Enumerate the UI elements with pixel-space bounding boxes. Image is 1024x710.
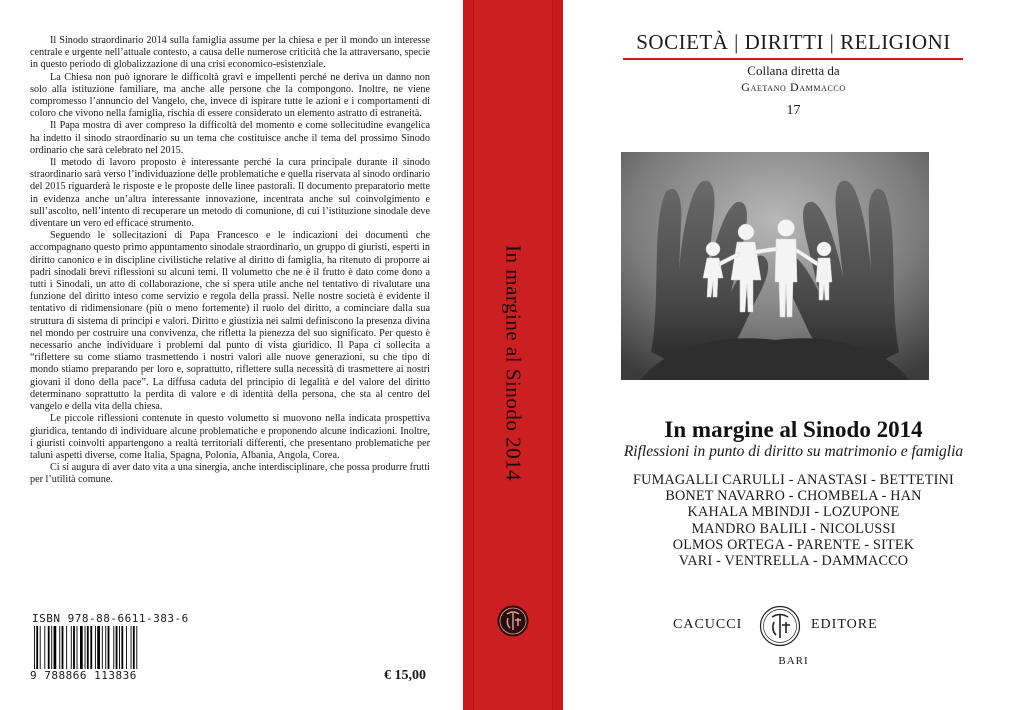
- cacucci-emblem-icon: [759, 605, 801, 647]
- authors-line: OLMOS ORTEGA - PARENTE - SITEK: [672, 536, 915, 553]
- back-cover: [0, 0, 463, 710]
- authors-line: MANDRO BALILI - NICOLUSSI: [691, 520, 896, 537]
- publisher-city: BARI: [778, 655, 809, 667]
- price-label: € 15,00: [384, 668, 426, 683]
- blurb-paragraph: La Chiesa non può ignorare le difficoltà gravi e impellenti perché ne deriva un danno non solo alla istituzione familiare, ma anche alle persone che la compongono. Inoltre, ne viene compromesso l’annuncio del Vangelo, che, invece di ispirare tutte le azioni e i comportamenti di coloro che vivono nella famiglia, rischia di essere considerato un elemento astratto di estraneità.: [30, 71, 430, 120]
- book-subtitle: Riflessioni in punto di diritto su matrimonio e famiglia: [623, 443, 964, 460]
- barcode-digits: 9 788866 113836: [30, 669, 137, 682]
- front-cover: [563, 0, 1024, 710]
- back-cover-blurb: [30, 35, 430, 487]
- authors-list: [563, 472, 1024, 569]
- blurb-paragraph: Ci si augura di aver dato vita a una sinergia, anche interdisciplinare, che possa produrre frutti per l’utilità comune.: [30, 462, 430, 486]
- blurb-paragraph: Il Papa mostra di aver compreso la difficoltà del momento e come sollecitudine evangelica ha indetto il sinodo straordinario su un tema che costituisce anche il tema del prossimo Sinodo ordinario che sarà celebrato nel 2015.: [30, 120, 430, 156]
- isbn-label: ISBN 978-88-6611-383-6: [32, 612, 189, 625]
- cacucci-emblem-icon: [496, 604, 530, 638]
- blurb-paragraph: Il metodo di lavoro proposto è interessante perché la cura principale durante il sinodo straordinario sarà verso l’individuazione delle problematiche e quella riservata al sinodo ordinario del 2015 riguarderà le risposte e le proposte delle linee pastorali. Il documento preparatorio mette in evidenza anche un’altra interessante innovazione, incentrata anche sul coinvolgimento e sull’ascolto, nell’intento di recuperare un metodo di comunione, di cui l’istituzione sinodale deve diventare un vero ed efficace strumento.: [30, 157, 430, 230]
- authors-line: VARI - VENTRELLA - DAMMACCO: [678, 553, 909, 570]
- blurb-paragraph: Le piccole riflessioni contenute in questo volumetto si muovono nella indicata prospettiva giuridica, tentando di individuare alcune problematiche e proponendo alcune indicazioni. Inoltre, i giuristi coinvolti appartengono a realtà territoriali differenti, che presentano problematiche per taluni aspetti diverse, come Italia, Spagna, Polonia, Albania, Angola, Corea.: [30, 413, 430, 461]
- blurb-paragraph: Seguendo le sollecitazioni di Papa Francesco e le indicazioni dei documenti che accompagnano questo primo appuntamento sinodale straordinario, un gruppo di giuristi, esperti in diritto canonico e in discipline civilistiche relative al diritto di famiglia, ha ritenuto di proporre ai padri sinodali brevi riflessioni su alcuni temi. Il volumetto che ne è il frutto è dato come dono a tutti i Sinodali, un atto di collaborazione, che si spera utile anche nel tentativo di rivalutare una funzione del diritto inteso come servizio e regola della prassi. Nelle nostre società è evidente il tentativo di ridimensionare (più o meno fortemente) il ruolo del diritto, a cominciare dalla sua struttura di sistema di principi e valori. Diritto e giustizia nei salmi definiscono la presenza divina nel mondo per costruire una convivenza, che rifletta la pienezza del suo significato. Per questo è necessario anche individuare i problemi dal punto di vista giuridico. Il Papa ci sollecita a “riflettere su come stiamo trasmettendo i nostri valori alle nuove generazioni, su che tipo di mondo stiamo preparando per loro e, soprattutto, riflettere sulla necessità di trasmettere ai nostri giovani il dono della pace”. La diffusa caduta del principio di legalità e del valore del diritto determinano soprattutto la perdita di valore e di identità della persona, che sta al centro del vangelo e della vita della chiesa.: [30, 230, 430, 413]
- volume-number: 17: [786, 103, 801, 118]
- authors-line: BONET NAVARRO - CHOMBELA - HAN: [665, 488, 922, 505]
- blurb-paragraph: Il Sinodo straordinario 2014 sulla famiglia assume per la chiesa e per il mondo un interesse centrale e urgente nell’attuale contesto, a causa delle numerose criticità che la attraversano, specie in questo periodo di globalizzazione di una crisi economico-esistenziale.: [30, 35, 430, 71]
- publisher-suffix: EDITORE: [811, 617, 878, 632]
- authors-line: FUMAGALLI CARULLI - ANASTASI - BETTETINI: [633, 472, 954, 488]
- series-title: SOCIETÀ | DIRITTI | RELIGIONI: [636, 30, 951, 54]
- hands-paper-family-photo: [621, 152, 929, 380]
- spine-title: In margine al Sinodo 2014: [501, 245, 526, 482]
- publisher-name: CACUCCI: [673, 617, 743, 632]
- book-title: In margine al Sinodo 2014: [664, 417, 923, 442]
- series-director: Gaetano Dammacco: [741, 80, 846, 94]
- series-divider: [623, 58, 963, 60]
- authors-line: KAHALA MBINDJI - LOZUPONE: [687, 504, 900, 521]
- collana-label: Collana diretta da: [747, 63, 840, 78]
